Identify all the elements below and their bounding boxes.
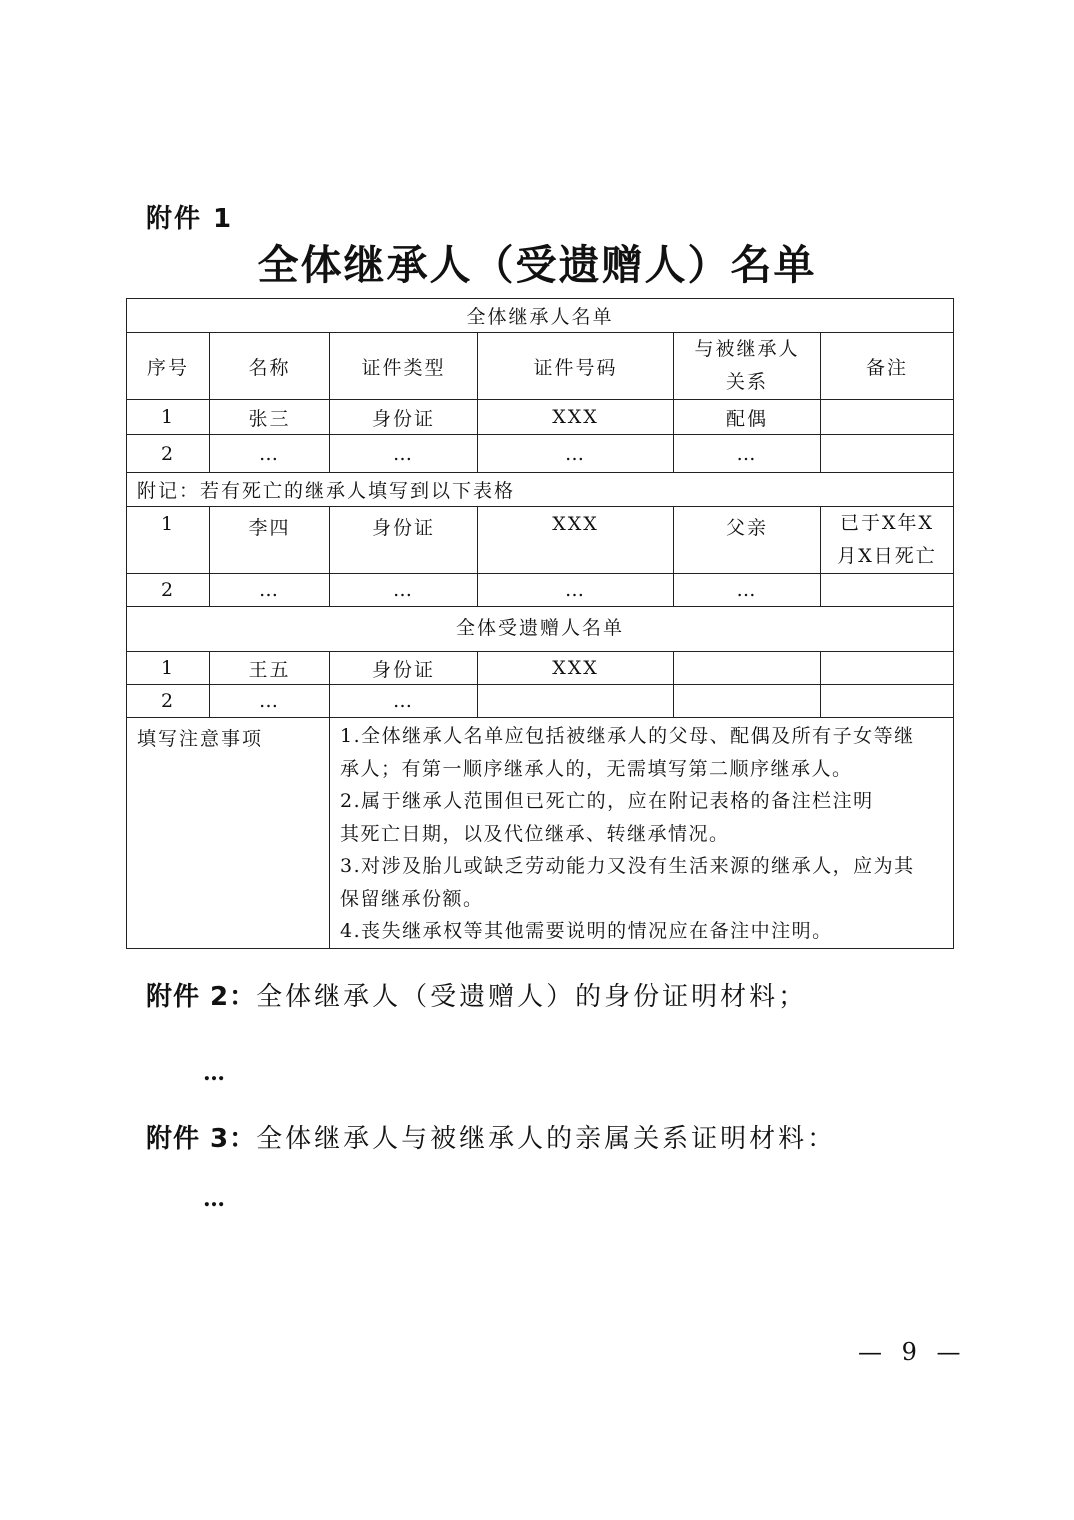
table-cell: … xyxy=(674,435,821,473)
table-cell xyxy=(674,652,821,685)
table-cell: 配偶 xyxy=(674,400,821,435)
table-cell: 2 xyxy=(127,685,210,718)
table-cell: 2 xyxy=(127,435,210,473)
table-cell: 1 xyxy=(127,400,210,435)
table-cell: XXX xyxy=(478,652,674,685)
attachment3-line xyxy=(146,1118,836,1155)
attachment2-ellipsis: … xyxy=(203,1060,225,1086)
header-cell: 序号 xyxy=(127,333,210,400)
table-cell: … xyxy=(330,685,478,718)
table-cell: 父亲 xyxy=(674,507,821,574)
header-cell: 证件号码 xyxy=(478,333,674,400)
table-cell xyxy=(821,574,954,607)
heirs-heading-row xyxy=(127,299,954,333)
table-cell: … xyxy=(210,574,330,607)
table-cell: … xyxy=(210,435,330,473)
table-row xyxy=(127,685,954,718)
attachment3-ellipsis: … xyxy=(203,1186,225,1212)
table-row xyxy=(127,652,954,685)
table-cell: … xyxy=(330,574,478,607)
header-cell: 名称 xyxy=(210,333,330,400)
header-row xyxy=(127,333,954,400)
table-cell: … xyxy=(210,685,330,718)
notes-content xyxy=(330,718,954,949)
legatees-heading-row xyxy=(127,607,954,652)
table-row xyxy=(127,507,954,574)
table-cell: 李四 xyxy=(210,507,330,574)
attachment2-line xyxy=(146,976,807,1013)
table-cell xyxy=(478,685,674,718)
table-row xyxy=(127,574,954,607)
legatees-heading: 全体受遗赠人名单 xyxy=(127,607,954,652)
table-cell: 张三 xyxy=(210,400,330,435)
table-cell: … xyxy=(674,574,821,607)
attachment1-label: 附件 1 xyxy=(146,204,234,234)
table-cell: … xyxy=(478,435,674,473)
header-cell: 备注 xyxy=(821,333,954,400)
attachment2-text: 全体继承人（受遗赠人）的身份证明材料； xyxy=(256,982,808,1012)
attachment3-label: 附件 3： xyxy=(146,1124,257,1154)
heirs-heading: 全体继承人名单 xyxy=(127,299,954,333)
heirs-table xyxy=(126,298,954,949)
note-line: 1.全体继承人名单应包括被继承人的父母、配偶及所有子女等继 xyxy=(340,725,915,747)
deceased-note: 附记：若有死亡的继承人填写到以下表格 xyxy=(127,473,954,507)
header-cell: 与被继承人关系 xyxy=(674,333,821,400)
notes-row xyxy=(127,718,954,949)
table-cell: 王五 xyxy=(210,652,330,685)
attachment2-label: 附件 2： xyxy=(146,982,257,1012)
table-cell: 身份证 xyxy=(330,507,478,574)
note-line: 其死亡日期，以及代位继承、转继承情况。 xyxy=(340,822,730,845)
table-cell xyxy=(821,400,954,435)
table-cell xyxy=(821,652,954,685)
attachment3-text: 全体继承人与被继承人的亲属关系证明材料： xyxy=(256,1124,837,1154)
table-row xyxy=(127,435,954,473)
table-cell: … xyxy=(478,574,674,607)
table-cell: … xyxy=(330,435,478,473)
table-cell: XXX xyxy=(478,507,674,574)
document-title: 全体继承人（受遗赠人）名单 xyxy=(257,241,817,289)
deceased-note-row xyxy=(127,473,954,507)
table-cell: 1 xyxy=(127,652,210,685)
table-cell xyxy=(821,435,954,473)
note-line: 承人；有第一顺序继承人的，无需填写第二顺序继承人。 xyxy=(340,757,853,780)
note-line: 2.属于继承人范围但已死亡的，应在附记表格的备注栏注明 xyxy=(340,790,874,812)
table-row xyxy=(127,400,954,435)
table-cell: 1 xyxy=(127,507,210,574)
table-cell xyxy=(674,685,821,718)
header-cell: 证件类型 xyxy=(330,333,478,400)
page-number: — 9 — xyxy=(858,1338,967,1366)
note-line: 3.对涉及胎儿或缺乏劳动能力又没有生活来源的继承人，应为其 xyxy=(340,855,915,877)
table-cell: 2 xyxy=(127,574,210,607)
notes-label: 填写注意事项 xyxy=(127,718,330,949)
note-line: 保留继承份额。 xyxy=(340,887,484,910)
table-cell: XXX xyxy=(478,400,674,435)
remark-cell: 已于X年X月X日死亡 xyxy=(821,507,954,574)
note-line: 4.丧失继承权等其他需要说明的情况应在备注中注明。 xyxy=(340,920,833,942)
table-cell: 身份证 xyxy=(330,400,478,435)
table-cell: 身份证 xyxy=(330,652,478,685)
table-cell xyxy=(821,685,954,718)
